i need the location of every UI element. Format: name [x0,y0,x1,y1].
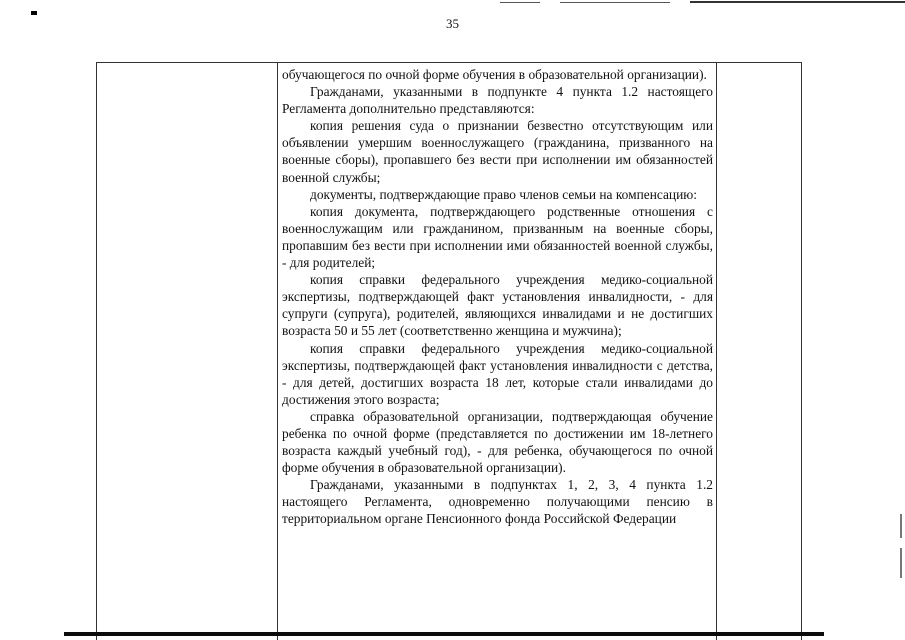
paragraph: копия справки федерального учреждения медико-социальной экспертизы, подтверждающей факт установления инвалидности, - для супруги (супруга), родителей, являющихся инвалидами и не достигших возраста 50 и 55 лет (соответственно женщина и мужчина); [282,272,713,339]
top-rule-line [690,1,905,3]
top-rule-line [560,2,670,3]
page-number: 35 [446,16,459,31]
paragraph: справка образовательной организации, подтверждающая обучение ребенка по очной форме (представляется по достижении им 18-летнего возраста каждый учебный год), - для ребенка, обучающегося по очной форме обучения в образовательной организации). [282,408,713,476]
paragraph: Гражданами, указанными в подпункте 4 пункта 1.2 настоящего Регламента дополнительно представляются: [282,84,713,117]
edge-scan-mark [900,514,902,538]
table-text-cell [282,66,713,528]
table-column-divider [277,62,278,640]
paragraph: копия справки федерального учреждения медико-социальной экспертизы, подтверждающей факт установления инвалидности с детства, - для детей, достигших возраста 18 лет, которые стали инвалидами до достижения этого возраста; [282,340,713,407]
paragraph: копия решения суда о признании безвестно отсутствующим или объявлении умершим военнослужащего (гражданина, призванного на военные сборы), пропавшего без вести при исполнении им обязанностей военной службы; [282,118,713,185]
paragraph: обучающегося по очной форме обучения в образовательной организации). [282,67,707,82]
paragraph: документы, подтверждающие право членов семьи на компенсацию: [310,186,697,202]
scan-artifact-mark [31,11,37,15]
paragraph: копия документа, подтверждающего родственные отношения с военнослужащим или гражданином, призванным на военные сборы, пропавшим без вести при исполнении ими обязанностей военной службы, - для родителей; [282,203,713,271]
paragraph: Гражданами, указанными в подпунктах 1, 2, 3, 4 пункта 1.2 настоящего Регламента, одновременно получающими пенсию в территориальном органе Пенсионного фонда Российской Федерации [282,477,713,527]
bottom-scan-bar [64,632,824,636]
table-column-divider [716,62,717,640]
edge-scan-mark [900,548,902,578]
top-rule-line [500,2,540,3]
